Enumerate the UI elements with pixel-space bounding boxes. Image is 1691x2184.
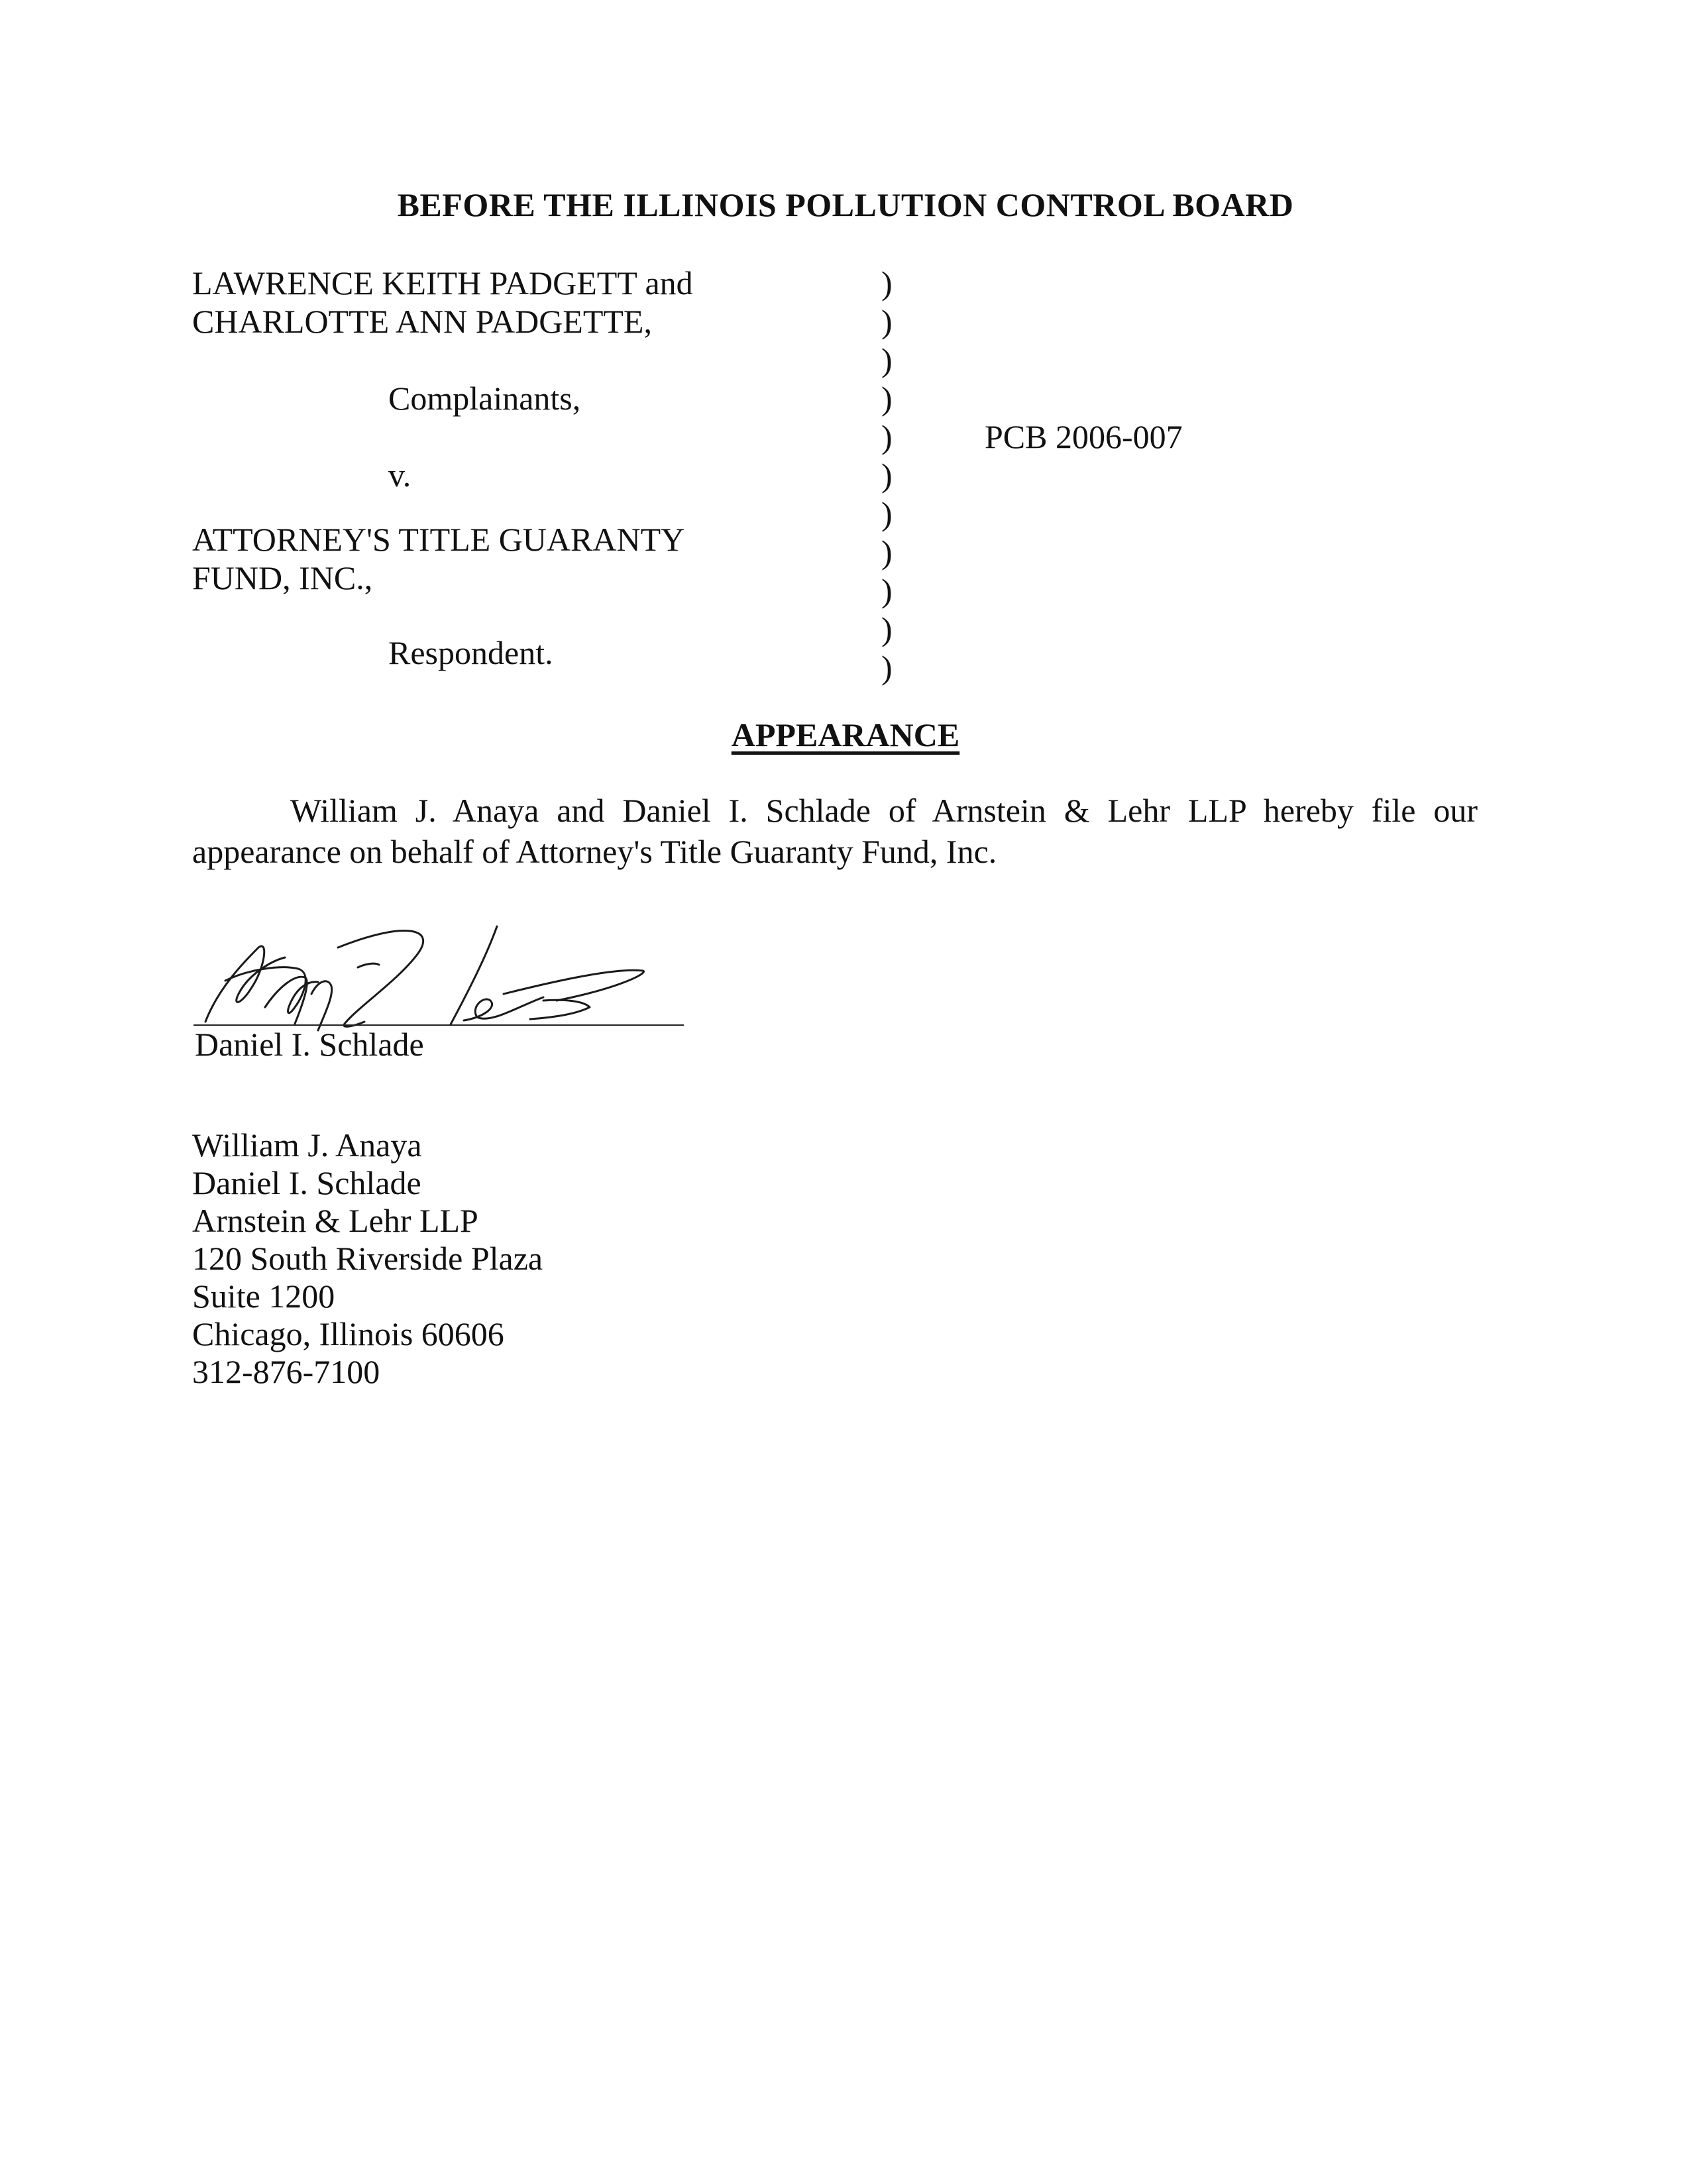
caption-paren: ) bbox=[881, 303, 893, 340]
caption-paren: ) bbox=[881, 457, 893, 494]
caption-paren: ) bbox=[881, 264, 893, 301]
caption-paren: ) bbox=[881, 533, 893, 571]
respondent-name-line-2: FUND, INC., bbox=[192, 559, 373, 596]
complainant-name-line-2: CHARLOTTE ANN PADGETTE, bbox=[192, 303, 652, 340]
address-line: Daniel I. Schlade bbox=[192, 1164, 421, 1201]
appearance-body-line-2: appearance on behalf of Attorney's Title Guaranty Fund, Inc. bbox=[192, 833, 997, 870]
address-line: William J. Anaya bbox=[192, 1126, 422, 1164]
case-caption bbox=[192, 264, 1186, 688]
address-line: Chicago, Illinois 60606 bbox=[192, 1315, 504, 1352]
complainants-role: Complainants, bbox=[388, 380, 581, 417]
respondent-name-line-1: ATTORNEY'S TITLE GUARANTY bbox=[192, 521, 685, 558]
caption-paren: ) bbox=[881, 572, 893, 609]
respondent-role: Respondent. bbox=[388, 634, 553, 671]
address-line: Suite 1200 bbox=[192, 1278, 335, 1315]
signer-name: Daniel I. Schlade bbox=[195, 1026, 424, 1063]
counsel-address-block bbox=[192, 1126, 543, 1391]
caption-paren: ) bbox=[881, 610, 893, 647]
document-heading: BEFORE THE ILLINOIS POLLUTION CONTROL BOARD bbox=[397, 186, 1294, 223]
caption-paren: ) bbox=[881, 418, 893, 455]
address-line: Arnstein & Lehr LLP bbox=[192, 1202, 478, 1239]
address-line: 312-876-7100 bbox=[192, 1353, 380, 1390]
caption-paren-column bbox=[881, 264, 893, 686]
caption-paren: ) bbox=[881, 495, 893, 532]
caption-paren: ) bbox=[881, 649, 893, 686]
case-number: PCB 2006-007 bbox=[985, 418, 1183, 455]
signature-block bbox=[186, 908, 689, 1067]
handwritten-signature-icon bbox=[186, 908, 689, 1040]
appearance-body bbox=[192, 790, 1478, 872]
complainant-name-line-1: LAWRENCE KEITH PADGETT and bbox=[192, 264, 693, 301]
address-line: 120 South Riverside Plaza bbox=[192, 1240, 543, 1277]
appearance-body-line-1: William J. Anaya and Daniel I. Schlade of Arnstein & Lehr LLP hereby file our bbox=[290, 792, 1478, 829]
caption-paren: ) bbox=[881, 341, 893, 378]
versus-label: v. bbox=[388, 457, 411, 494]
caption-paren: ) bbox=[881, 380, 893, 417]
appearance-title: APPEARANCE bbox=[731, 716, 960, 753]
